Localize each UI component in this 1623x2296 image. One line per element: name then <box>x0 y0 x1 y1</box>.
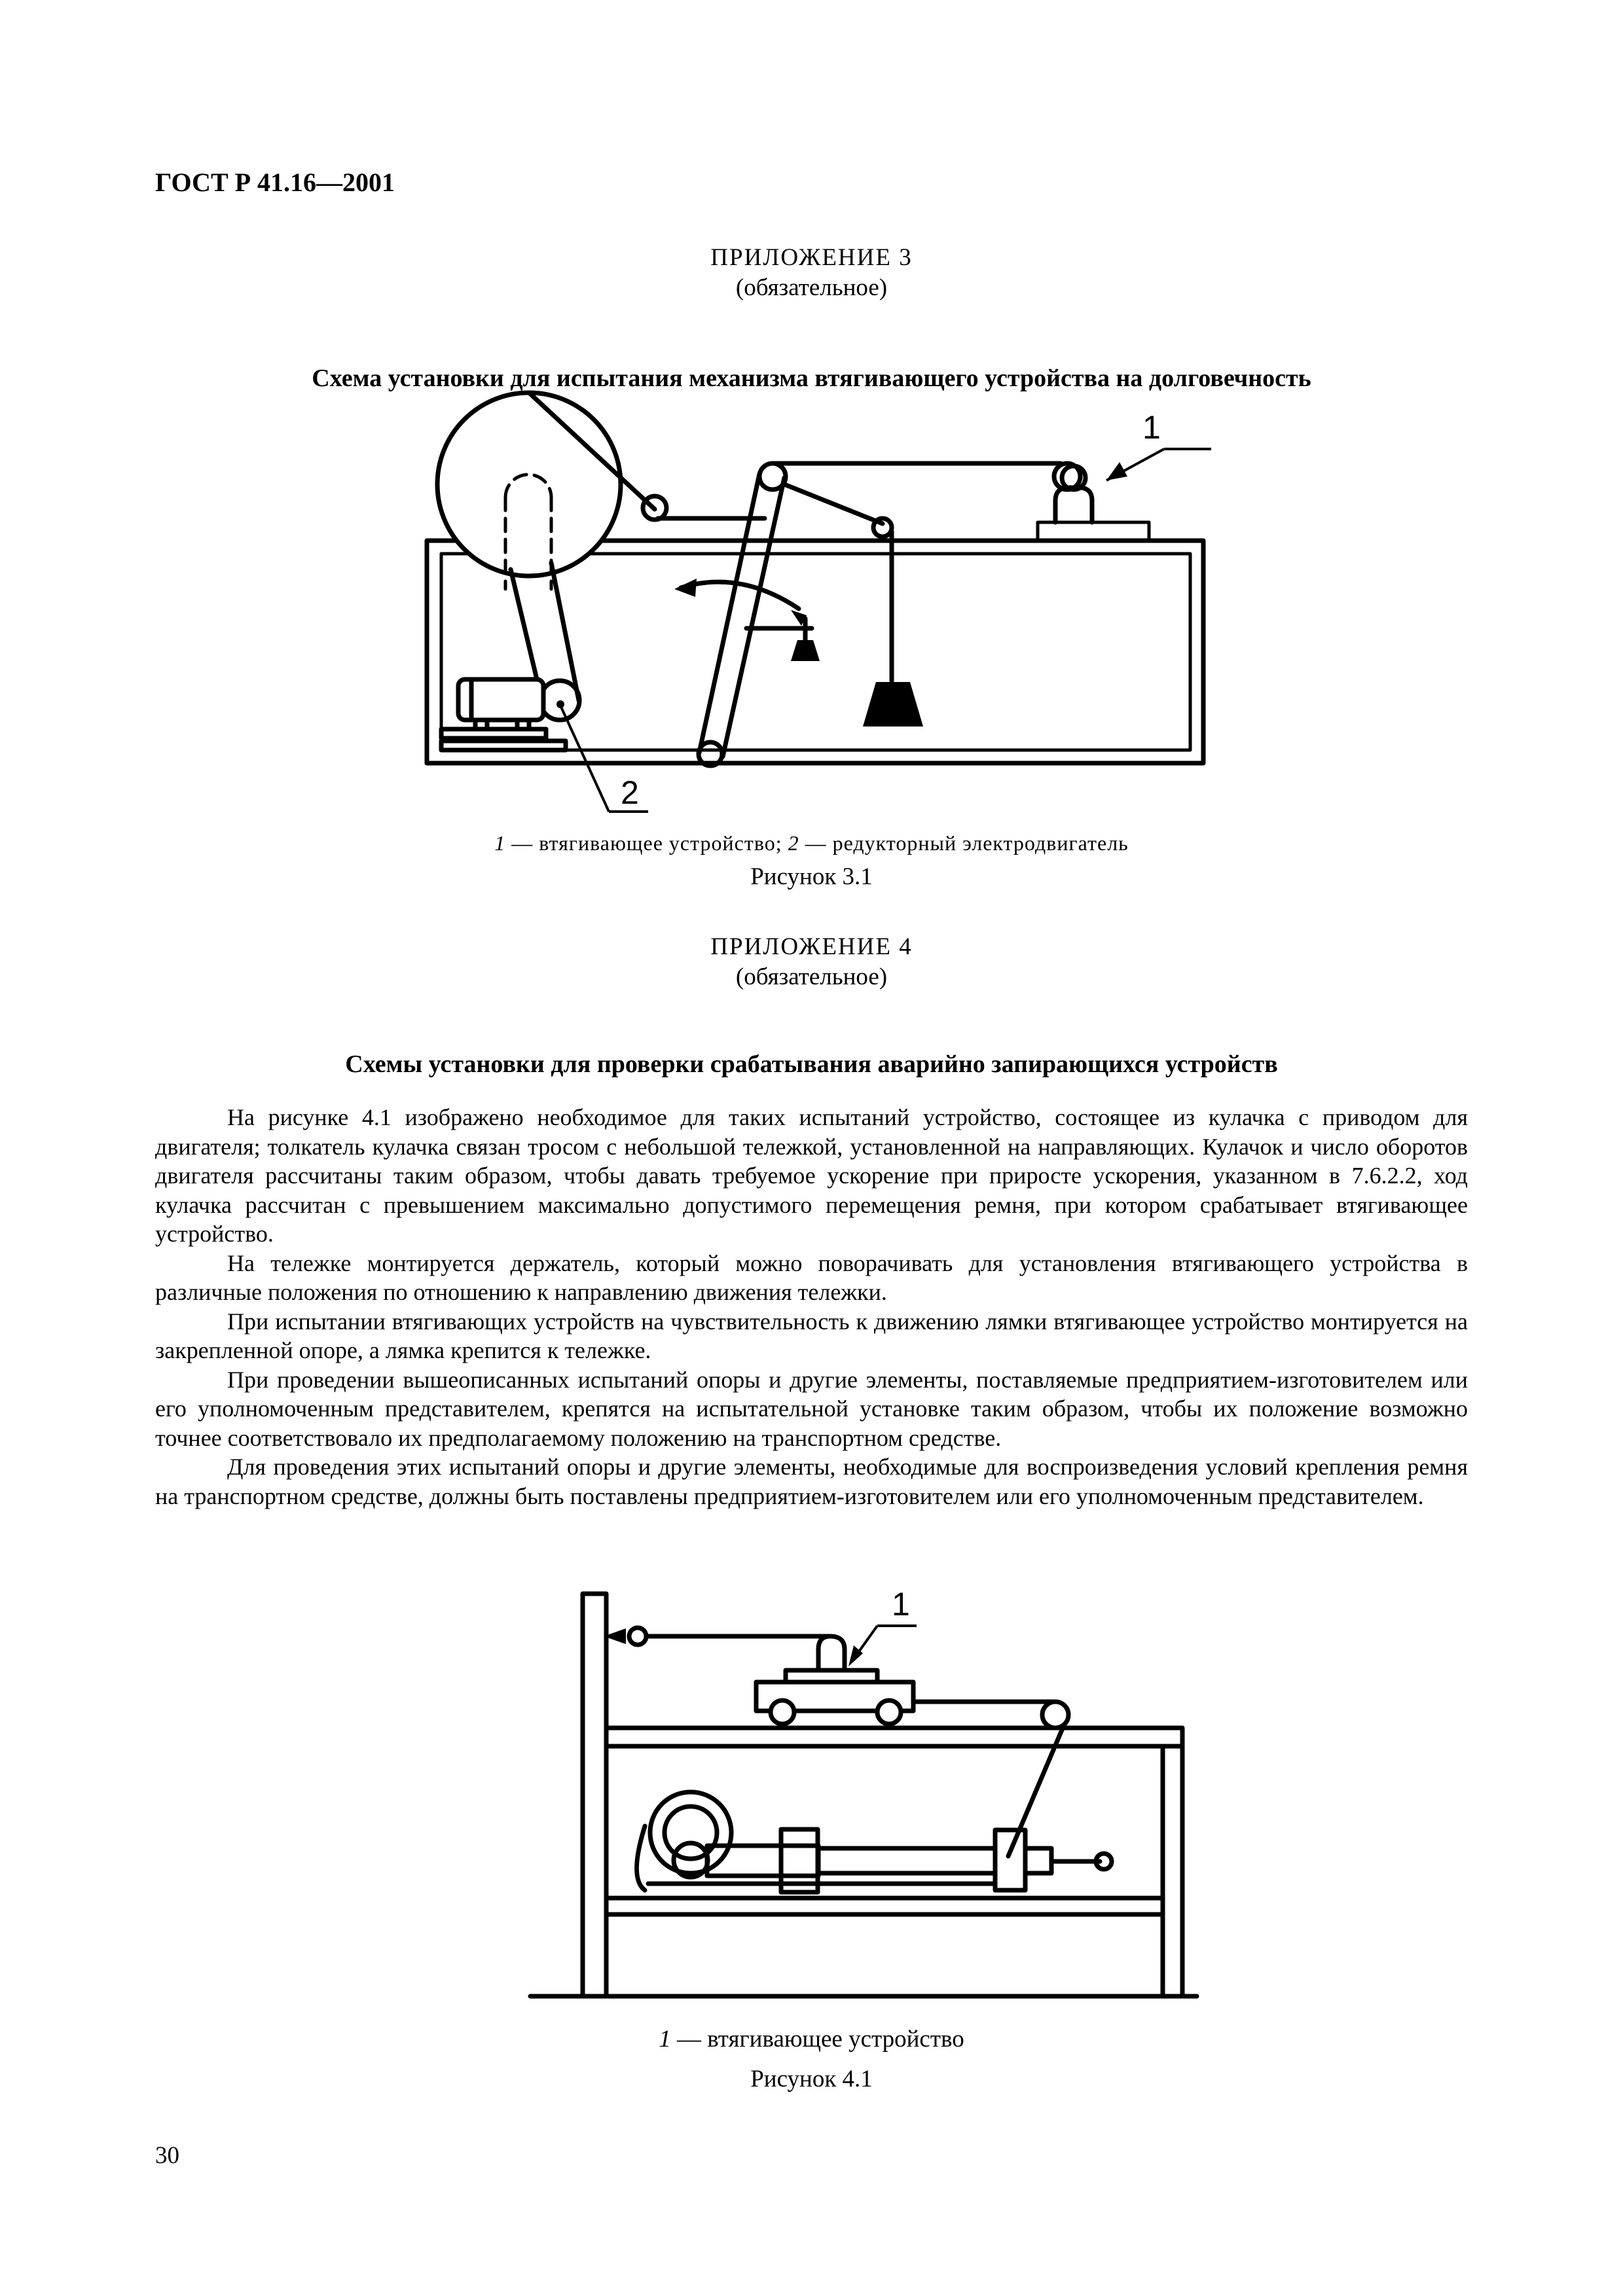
legend-number-1: 1 <box>659 2026 671 2053</box>
paragraph: На рисунке 4.1 изображено необходимое для таких испытаний устройство, состоящее из кулачка с приводом для двигателя; толкатель кулачка связан тросом с небольшой тележкой, установленной на направляющих. Кулачок и число оборотов двигателя рассчитаны таким образом, чтобы давать требуемое ускорение при приросте ускорения, указанном в 7.6.2.2, ход кулачка рассчитан с превышением максимально допустимого перемещения ремня, при котором срабатывает втягивающее устройство. <box>155 1104 1468 1247</box>
figure-3-1-caption: Рисунок 3.1 <box>750 863 873 890</box>
appendix-3-heading: Схема установки для испытания механизма втягивающего устройства на долговечность <box>312 365 1311 392</box>
fixed-post <box>583 1594 606 1996</box>
fig3-callout-1: 1 <box>1142 409 1161 446</box>
legend-number-1: 1 <box>494 831 506 855</box>
standard-code: ГОСТ Р 41.16—2001 <box>155 168 395 197</box>
figure-4-1-caption: Рисунок 4.1 <box>750 2066 873 2092</box>
fig3-callout-2: 2 <box>621 774 639 811</box>
appendix-3-status: (обязательное) <box>735 274 888 301</box>
legend-text-2: — редукторный электродвигатель <box>799 831 1129 855</box>
paragraph: Для проведения этих испытаний опоры и другие элементы, необходимые для воспроизведения условий крепления ремня на транспортном средстве, должны быть поставлены предприятием-изготовителем или его уполномоченным представителем. <box>155 1454 1468 1509</box>
legend-text-1: — втягивающее устройство; <box>505 831 788 855</box>
page-number: 30 <box>155 2142 179 2169</box>
paragraph: На тележке монтируется держатель, который можно поворачивать для установления втягивающего устройства в различные положения по отношению к направлению движения тележки. <box>155 1249 1468 1305</box>
legend-text-1: — втягивающее устройство <box>670 2026 964 2053</box>
paragraph: При проведении вышеописанных испытаний опоры и другие элементы, поставляемые предприятием-изготовителем или его уполномоченным представителем, крепятся на испытательной установке таким образом, чтобы их положение возможно точнее соответствовало их предполагаемому положению на транспортном средстве. <box>155 1366 1468 1451</box>
appendix-4-heading: Схемы установки для проверки срабатывания аварийно запирающихся устройств <box>345 1050 1278 1078</box>
appendix-4-status: (обязательное) <box>735 963 888 990</box>
fig4-callout-1: 1 <box>892 1586 910 1623</box>
paragraph: При испытании втягивающих устройств на чувствительность к движению лямки втягивающее устройство монтируется на закрепленной опоре, а лямка крепится к тележке. <box>155 1308 1468 1363</box>
legend-number-2: 2 <box>788 831 799 855</box>
upper-rail <box>606 1728 1182 1746</box>
appendix-3-title: ПРИЛОЖЕНИЕ 3 <box>710 244 913 271</box>
appendix-4-title: ПРИЛОЖЕНИЕ 4 <box>710 933 913 960</box>
figure-4-1-legend <box>0 2025 1623 2053</box>
